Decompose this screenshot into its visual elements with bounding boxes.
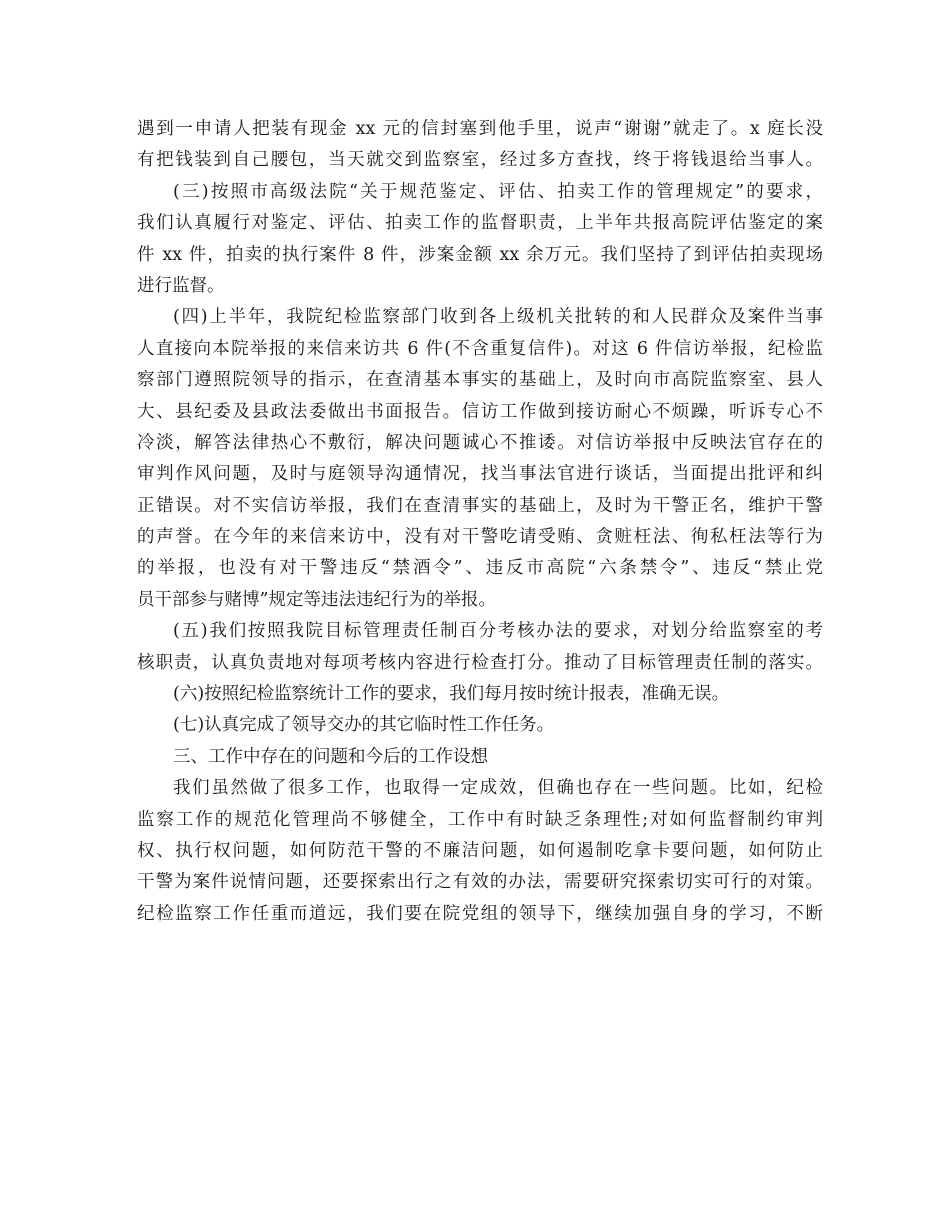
- text-line: 的声誉。在今年的来信来访中，没有对干警吃请受贿、贪赃枉法、徇私枉法等行为: [137, 527, 823, 548]
- text-line: 我们虽然做了很多工作，也取得一定成效，但确也存在一些问题。比如，纪检: [173, 778, 823, 799]
- text-line: (四)上半年，我院纪检监察部门收到各上级机关批转的和人民群众及案件当事: [173, 307, 823, 328]
- text-line: (七)认真完成了领导交办的其它临时性工作任务。: [173, 715, 555, 736]
- text-line: 有把钱装到自己腰包，当天就交到监察室，经过多方查找，终于将钱退给当事人。: [137, 150, 823, 171]
- text-line: 人直接向本院举报的来信来访共 6 件(不含重复信件)。对这 6 件信访举报，纪检监: [137, 338, 823, 359]
- text-line: 干警为案件说情问题，还要探索出行之有效的办法，需要研究探索切实可行的对策。: [137, 872, 823, 893]
- text-line: 的举报，也没有对干警违反“禁酒令”、违反市高院“六条禁令”、违反“禁止党: [137, 558, 823, 579]
- text-line: 冷淡，解答法律热心不敷衍，解决问题诚心不推诿。对信访举报中反映法官存在的: [137, 432, 823, 453]
- text-line: 我们认真履行对鉴定、评估、拍卖工作的监督职责，上半年共报高院评估鉴定的案: [137, 213, 823, 234]
- text-line: 权、执行权问题，如何防范干警的不廉洁问题，如何遏制吃拿卡要问题，如何防止: [137, 840, 823, 861]
- text-line: 正错误。对不实信访举报，我们在查清事实的基础上，及时为干警正名，维护干警: [137, 495, 823, 516]
- text-line: 纪检监察工作任重而道远，我们要在院党组的领导下，继续加强自身的学习，不断: [137, 903, 823, 924]
- text-line: 三、工作中存在的问题和今后的工作设想: [173, 746, 488, 767]
- text-line: 大、县纪委及县政法委做出书面报告。信访工作做到接访耐心不烦躁，听诉专心不: [137, 401, 823, 422]
- text-line: 核职责，认真负责地对每项考核内容进行检查打分。推动了目标管理责任制的落实。: [137, 652, 823, 673]
- text-line: 员干部参与赌博”规定等违法违纪行为的举报。: [137, 589, 496, 610]
- text-line: (六)按照纪检监察统计工作的要求，我们每月按时统计报表，准确无误。: [173, 684, 730, 705]
- text-line: 察部门遵照院领导的指示，在查清基本事实的基础上，及时向市高院监察室、县人: [137, 370, 823, 391]
- text-line: 遇到一申请人把装有现金 xx 元的信封塞到他手里，说声“谢谢”就走了。x 庭长没: [137, 119, 823, 139]
- text-line: 监察工作的规范化管理尚不够健全，工作中有时缺乏条理性;对如何监督制约审判: [137, 809, 823, 830]
- text-line: 件 xx 件，拍卖的执行案件 8 件，涉案金额 xx 余万元。我们坚持了到评估拍卖现场: [137, 244, 823, 265]
- text-line: 进行监督。: [137, 275, 225, 296]
- text-line: (三)按照市高级法院“关于规范鉴定、评估、拍卖工作的管理规定”的要求，: [173, 181, 823, 202]
- document-body: [137, 114, 823, 930]
- text-line: (五)我们按照我院目标管理责任制百分考核办法的要求，对划分给监察室的考: [173, 621, 823, 642]
- text-line: 审判作风问题，及时与庭领导沟通情况，找当事法官进行谈话，当面提出批评和纠: [137, 464, 823, 485]
